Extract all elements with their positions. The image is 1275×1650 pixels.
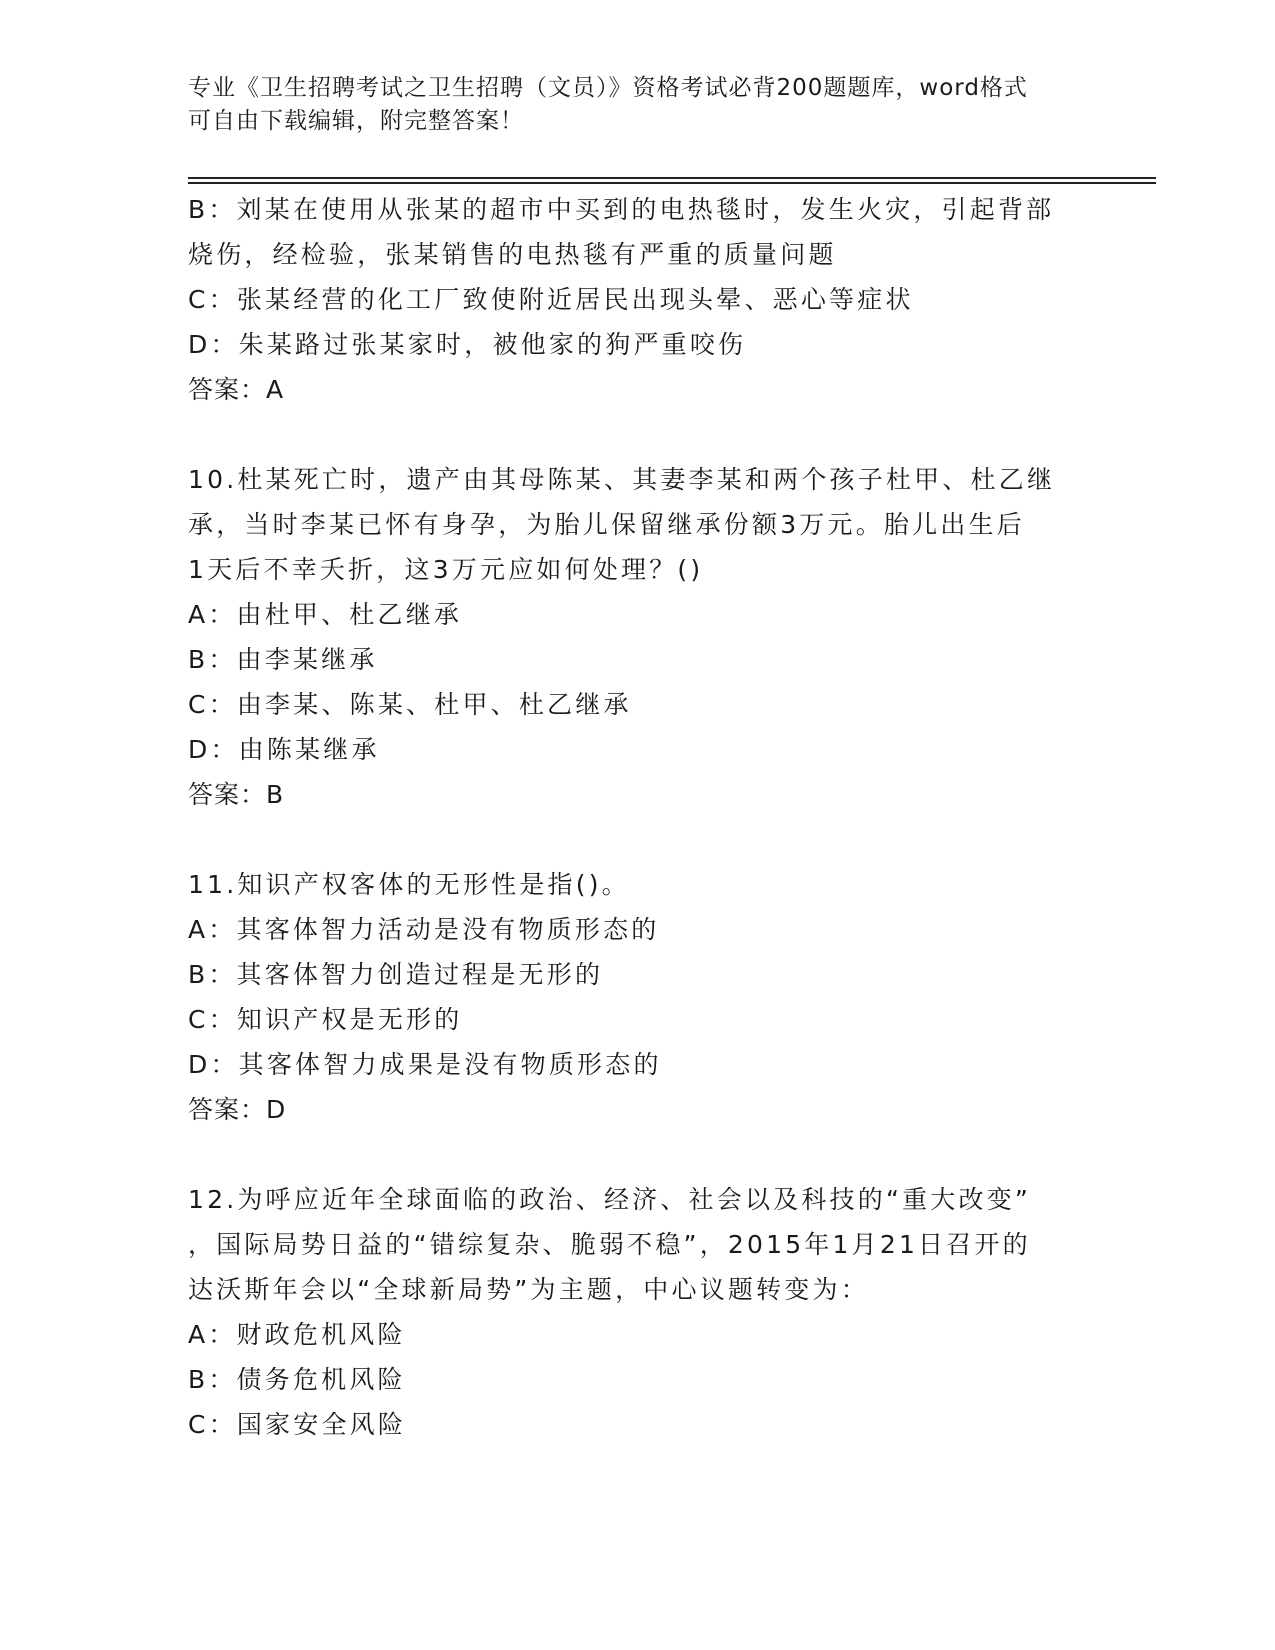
document-header	[188, 72, 1088, 138]
q11-option-c: C：知识产权是无形的	[188, 1005, 463, 1034]
q9-option-d: D：朱某路过张某家时，被他家的狗严重咬伤	[188, 330, 747, 359]
q11-answer: 答案：D	[188, 1095, 287, 1124]
q10-option-c: C：由李某、陈某、杜甲、杜乙继承	[188, 690, 632, 719]
question-9	[188, 187, 1128, 413]
question-list	[188, 187, 1128, 1447]
q11-option-a: A：其客体智力活动是没有物质形态的	[188, 915, 660, 944]
question-12	[188, 1177, 1128, 1447]
q11-option-d: D：其客体智力成果是没有物质形态的	[188, 1050, 662, 1079]
question-10	[188, 457, 1128, 818]
header-divider-top	[188, 177, 1156, 179]
q10-stem-line-1: 10.杜某死亡时，遗产由其母陈某、其妻李某和两个孩子杜甲、杜乙继	[188, 465, 1056, 494]
question-11	[188, 862, 1128, 1133]
q10-stem-line-3: 1天后不幸夭折，这3万元应如何处理？()	[188, 555, 704, 584]
q12-option-c: C：国家安全风险	[188, 1410, 407, 1439]
question-spacer	[188, 1133, 1128, 1177]
header-line-1: 专业《卫生招聘考试之卫生招聘（文员）》资格考试必背200题题库，word格式	[188, 75, 1028, 101]
q9-answer: 答案：A	[188, 375, 285, 404]
header-divider-bottom	[188, 182, 1156, 184]
q9-option-c: C：张某经营的化工厂致使附近居民出现头晕、恶心等症状	[188, 285, 914, 314]
q10-answer: 答案：B	[188, 780, 285, 809]
q12-stem-line-1: 12.为呼应近年全球面临的政治、经济、社会以及科技的“重大改变”	[188, 1185, 1032, 1214]
question-spacer	[188, 413, 1128, 457]
q12-option-b: B：债务危机风险	[188, 1365, 406, 1394]
q10-option-d: D：由陈某继承	[188, 735, 380, 764]
q12-stem-line-2: ，国际局势日益的“错综复杂、脆弱不稳”，2015年1月21日召开的	[188, 1230, 1031, 1259]
q10-stem-line-2: 承，当时李某已怀有身孕，为胎儿保留继承份额3万元。胎儿出生后	[188, 510, 1025, 539]
q11-stem-line-1: 11.知识产权客体的无形性是指()。	[188, 870, 630, 899]
q9-option-b-line-2: 烧伤，经检验，张某销售的电热毯有严重的质量问题	[188, 240, 837, 269]
q10-option-b: B：由李某继承	[188, 645, 378, 674]
question-spacer	[188, 818, 1128, 862]
q10-option-a: A：由杜甲、杜乙继承	[188, 600, 463, 629]
q12-stem-line-3: 达沃斯年会以“全球新局势”为主题，中心议题转变为：	[188, 1275, 869, 1304]
q12-option-a: A：财政危机风险	[188, 1320, 406, 1349]
q11-option-b: B：其客体智力创造过程是无形的	[188, 960, 604, 989]
q9-option-b-line-1: B：刘某在使用从张某的超市中买到的电热毯时，发生火灾，引起背部	[188, 195, 1055, 224]
header-line-2: 可自由下载编辑，附完整答案！	[188, 108, 524, 134]
